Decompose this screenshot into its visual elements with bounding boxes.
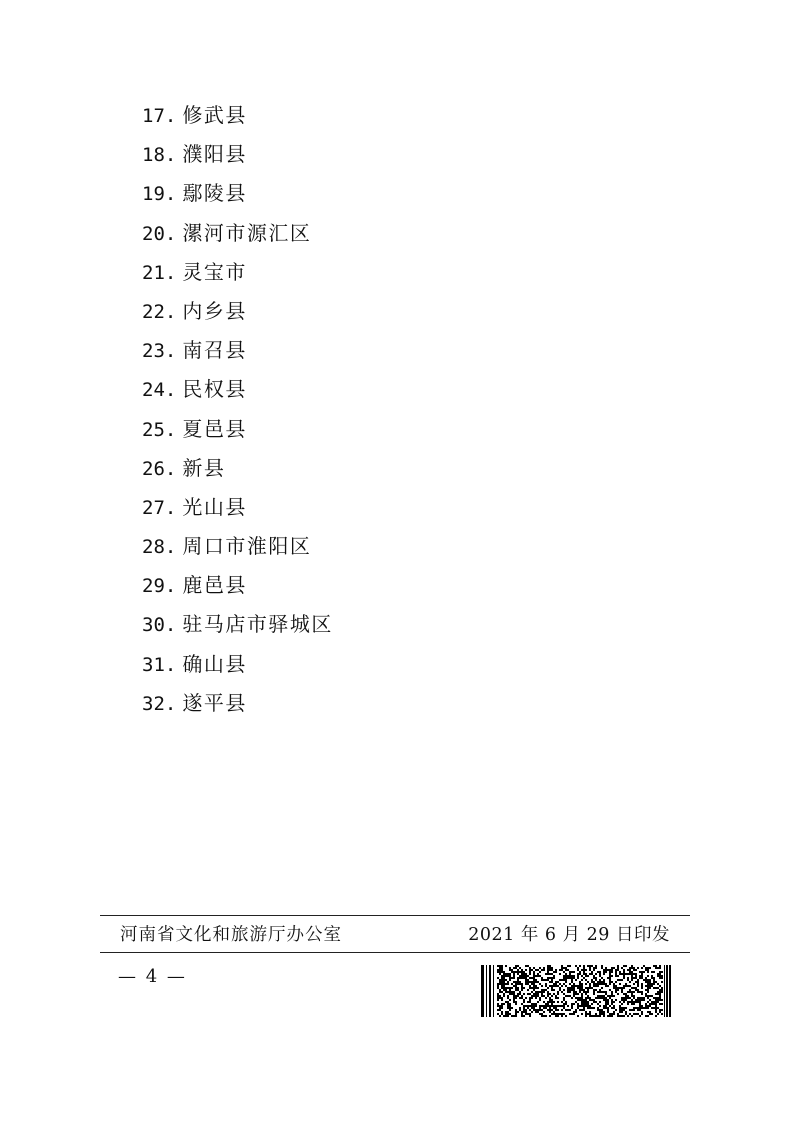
list-item [142,449,333,488]
print-date: 2021 年 6 月 29 日印发 [468,925,670,945]
item-name: 遂平县 [182,690,247,715]
list-item [142,527,333,566]
item-number: 18. [142,144,177,167]
imprint-line [100,918,690,952]
item-name: 夏邑县 [182,416,247,441]
list-item [142,684,333,723]
item-number: 21. [142,261,177,284]
list-item [142,292,333,331]
item-name: 光山县 [182,494,247,519]
item-number: 32. [142,692,177,715]
item-number: 28. [142,536,177,559]
list-item [142,253,333,292]
county-list [142,96,333,723]
page-number: — 4 — [118,966,187,987]
item-name: 灵宝市 [182,259,247,284]
list-item [142,214,333,253]
item-name: 濮阳县 [182,142,247,167]
item-name: 修武县 [182,103,247,127]
item-number: 24. [142,379,177,402]
list-item [142,566,333,605]
list-item [142,488,333,527]
item-name: 南召县 [182,338,247,363]
item-number: 30. [142,614,177,637]
item-name: 新县 [182,455,226,480]
item-name: 民权县 [182,377,247,402]
item-number: 20. [142,222,177,245]
item-name: 确山县 [182,651,247,676]
item-name: 漯河市源汇区 [182,220,312,245]
list-item [142,410,333,449]
item-number: 25. [142,418,177,441]
list-item [142,96,333,135]
item-name: 周口市淮阳区 [182,534,312,559]
list-item [142,331,333,370]
barcode-image [481,965,671,1017]
item-number: 31. [142,653,177,676]
list-item [142,645,333,684]
item-number: 23. [142,340,177,363]
item-number: 22. [142,300,177,323]
issuer-name: 河南省文化和旅游厅办公室 [120,925,342,945]
item-name: 鄢陵县 [182,181,247,206]
item-number: 29. [142,575,177,598]
item-name: 内乡县 [182,298,247,323]
item-number: 19. [142,183,177,206]
list-item [142,370,333,409]
list-item [142,135,333,174]
footer-bottom-rule [100,952,690,953]
item-number: 26. [142,457,177,480]
item-name: 驻马店市驿城区 [182,612,333,637]
item-number: 17. [142,105,177,127]
footer-top-rule [100,915,690,916]
item-number: 27. [142,496,177,519]
list-item [142,174,333,213]
item-name: 鹿邑县 [182,573,247,598]
list-item [142,605,333,644]
